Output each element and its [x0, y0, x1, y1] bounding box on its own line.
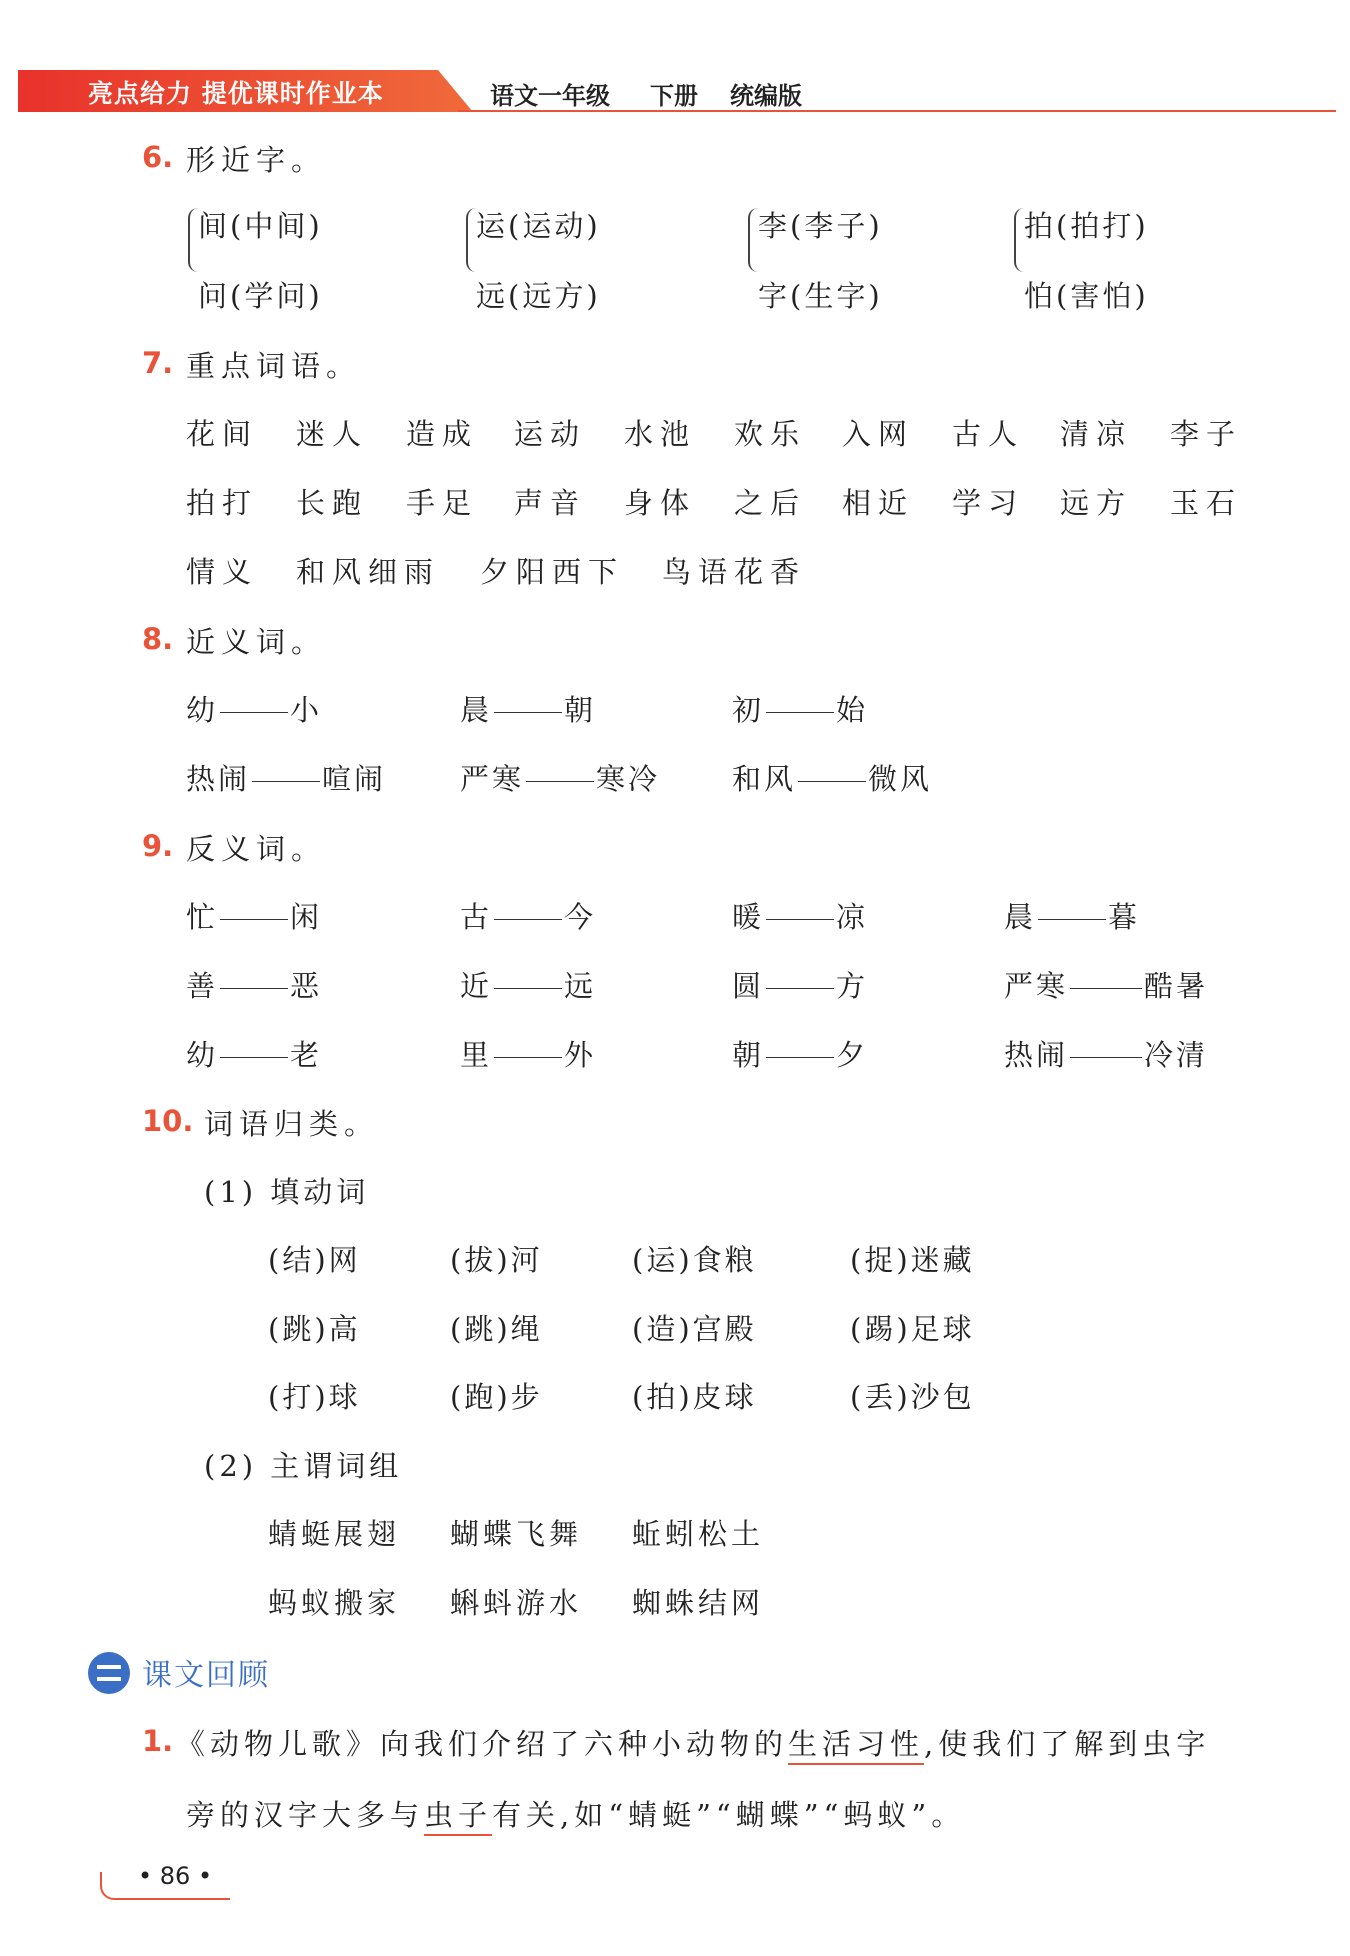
q10-verb: (踢)足球: [850, 1312, 975, 1346]
q8-pair: [732, 757, 932, 798]
dash: [220, 988, 288, 989]
q10-verb: (捉)迷藏: [850, 1243, 975, 1277]
q7-word: 古人: [952, 417, 1025, 451]
q7-word: 鸟语花香: [662, 555, 807, 589]
q10-sub1: (1) 填动词: [204, 1175, 370, 1209]
q10-verb: (拍)皮球: [632, 1380, 757, 1414]
pair-word: 初: [732, 693, 765, 727]
dash: [220, 712, 288, 713]
q10-verb: (运)食粮: [632, 1243, 757, 1277]
dash: [766, 919, 834, 920]
pair-word: 晨: [1004, 900, 1037, 934]
q7-word: 花间: [186, 417, 259, 451]
pair-word: 暖: [732, 900, 765, 934]
q9-number: 9.: [142, 829, 174, 863]
pair-word: 今: [564, 900, 597, 934]
q8-number: 8.: [142, 622, 174, 656]
header-subject: 语文一年级: [490, 82, 610, 110]
q7-word: 声音: [514, 486, 587, 520]
q6-word: 远(远方): [476, 279, 601, 313]
q10-number: 10.: [142, 1104, 194, 1138]
pair-word: 热闹: [1004, 1038, 1069, 1072]
dash: [494, 919, 562, 920]
q10-verb: (拔)河: [450, 1243, 543, 1277]
q9-pair: [186, 1033, 322, 1074]
q10-verb: (跳)高: [268, 1312, 361, 1346]
pair-word: 微风: [868, 762, 933, 796]
text-run: 有关,如“蜻蜓”“蝴蝶”“蚂蚁”。: [492, 1798, 966, 1832]
q7-word: 拍打: [186, 486, 259, 520]
answer-blank: 生活习性: [788, 1727, 924, 1765]
q7-word: 和风细雨: [296, 555, 441, 589]
q9-pair: [1004, 964, 1208, 1005]
q10-verb: (结)网: [268, 1243, 361, 1277]
q7-word: 造成: [406, 417, 479, 451]
pair-word: 忙: [186, 900, 219, 934]
s2-q1-number: 1.: [142, 1724, 174, 1758]
text-run: ,使我们了解到虫字: [924, 1727, 1211, 1761]
pair-word: 晨: [460, 693, 493, 727]
section-two-title: 课文回顾: [142, 1658, 270, 1693]
dash: [798, 781, 866, 782]
pair-word: 严寒: [1004, 969, 1069, 1003]
section-two-icon: [88, 1652, 130, 1694]
dash: [494, 712, 562, 713]
pair-word: 寒冷: [596, 762, 661, 796]
q6-word: 李(李子): [758, 209, 883, 243]
q10-phrase: 蝌蚪游水: [450, 1586, 583, 1620]
q10-sub2: (2) 主谓词组: [204, 1449, 403, 1483]
pair-word: 近: [460, 969, 493, 1003]
pair-word: 恶: [290, 969, 323, 1003]
q10-phrase: 蚯蚓松土: [632, 1517, 765, 1551]
text-run: 旁的汉字大多与: [186, 1798, 425, 1832]
pair-word: 冷清: [1144, 1038, 1209, 1072]
q10-verb: (跑)步: [450, 1380, 543, 1414]
q9-pair: [460, 964, 596, 1005]
q6-word: 拍(拍打): [1024, 209, 1149, 243]
dash: [766, 988, 834, 989]
pair-word: 朝: [732, 1038, 765, 1072]
q10-phrase: 蜘蛛结网: [632, 1586, 765, 1620]
header-edition: 统编版: [730, 82, 802, 110]
dash: [494, 1057, 562, 1058]
q7-word: 清凉: [1060, 417, 1133, 451]
pair-word: 暮: [1108, 900, 1141, 934]
q9-pair: [186, 895, 322, 936]
q7-word: 迷人: [296, 417, 369, 451]
q7-word: 夕阳西下: [480, 555, 625, 589]
q6-number: 6.: [142, 140, 174, 174]
q10-verb: (跳)绳: [450, 1312, 543, 1346]
brand-title: 亮点给力 提优课时作业本: [88, 79, 384, 108]
dash: [1070, 988, 1142, 989]
q10-phrase: 蝴蝶飞舞: [450, 1517, 583, 1551]
answer-blank: 虫子: [424, 1798, 492, 1836]
pair-word: 幼: [186, 693, 219, 727]
q7-word: 相近: [842, 486, 915, 520]
dash: [766, 1057, 834, 1058]
s2-q1-line2: [186, 1793, 965, 1834]
q7-word: 李子: [1170, 417, 1243, 451]
q9-pair: [460, 1033, 596, 1074]
q7-word: 学习: [952, 486, 1025, 520]
q6-word: 间(中间): [198, 209, 323, 243]
q8-pair: [186, 757, 386, 798]
q10-phrase: 蜻蜓展翅: [268, 1517, 401, 1551]
pair-word: 善: [186, 969, 219, 1003]
pair-word: 热闹: [186, 762, 251, 796]
pair-word: 外: [564, 1038, 597, 1072]
q7-title: 重点词语。: [186, 349, 362, 383]
q8-pair: [460, 757, 660, 798]
dash: [526, 781, 594, 782]
q10-verb: (造)宫殿: [632, 1312, 757, 1346]
q7-word: 欢乐: [734, 417, 807, 451]
q8-pair: [460, 688, 596, 729]
dash: [220, 1057, 288, 1058]
pair-word: 喧闹: [322, 762, 387, 796]
q6-word: 问(学问): [198, 279, 323, 313]
q6-word: 运(运动): [476, 209, 601, 243]
pair-word: 幼: [186, 1038, 219, 1072]
q7-number: 7.: [142, 346, 174, 380]
pair-word: 小: [290, 693, 323, 727]
pair-word: 老: [290, 1038, 323, 1072]
pair-word: 凉: [836, 900, 869, 934]
q10-verb: (打)球: [268, 1380, 361, 1414]
q10-phrase: 蚂蚁搬家: [268, 1586, 401, 1620]
q8-title: 近义词。: [186, 625, 327, 659]
q7-word: 手足: [406, 486, 479, 520]
pair-word: 古: [460, 900, 493, 934]
q7-word: 运动: [514, 417, 587, 451]
q7-word: 长跑: [296, 486, 369, 520]
pair-word: 夕: [836, 1038, 869, 1072]
dash: [1038, 919, 1106, 920]
q9-pair: [732, 1033, 868, 1074]
s2-q1-line1: [176, 1722, 1210, 1763]
pair-word: 严寒: [460, 762, 525, 796]
text-run: 《动物儿歌》向我们介绍了六种小动物的: [176, 1727, 789, 1761]
q7-word: 玉石: [1170, 486, 1243, 520]
pair-word: 方: [836, 969, 869, 1003]
q7-word: 入网: [842, 417, 915, 451]
pair-word: 圆: [732, 969, 765, 1003]
q7-word: 水池: [624, 417, 697, 451]
q7-word: 身体: [624, 486, 697, 520]
q9-pair: [732, 895, 868, 936]
page-header: [18, 70, 1336, 112]
pair-word: 始: [836, 693, 869, 727]
pair-word: 朝: [564, 693, 597, 727]
pair-word: 闲: [290, 900, 323, 934]
dash: [220, 919, 288, 920]
pair-word: 酷暑: [1144, 969, 1209, 1003]
header-volume: 下册: [650, 82, 698, 110]
q6-word: 怕(害怕): [1024, 279, 1149, 313]
q9-pair: [1004, 1033, 1208, 1074]
q7-word: 之后: [734, 486, 807, 520]
q6-title: 形近字。: [186, 143, 327, 177]
pair-word: 远: [564, 969, 597, 1003]
q9-title: 反义词。: [186, 832, 327, 866]
page-number: • 86 •: [138, 1862, 213, 1890]
dash: [766, 712, 834, 713]
q10-title: 词语归类。: [204, 1107, 380, 1141]
q9-pair: [186, 964, 322, 1005]
q9-pair: [1004, 895, 1140, 936]
pair-word: 里: [460, 1038, 493, 1072]
q10-verb: (丢)沙包: [850, 1380, 975, 1414]
q7-word: 远方: [1060, 486, 1133, 520]
q8-pair: [186, 688, 322, 729]
dash: [1070, 1057, 1142, 1058]
pair-word: 和风: [732, 762, 797, 796]
q7-word: 情义: [186, 555, 259, 589]
q8-pair: [732, 688, 868, 729]
q9-pair: [732, 964, 868, 1005]
q9-pair: [460, 895, 596, 936]
dash: [252, 781, 320, 782]
q6-word: 字(生字): [758, 279, 883, 313]
dash: [494, 988, 562, 989]
